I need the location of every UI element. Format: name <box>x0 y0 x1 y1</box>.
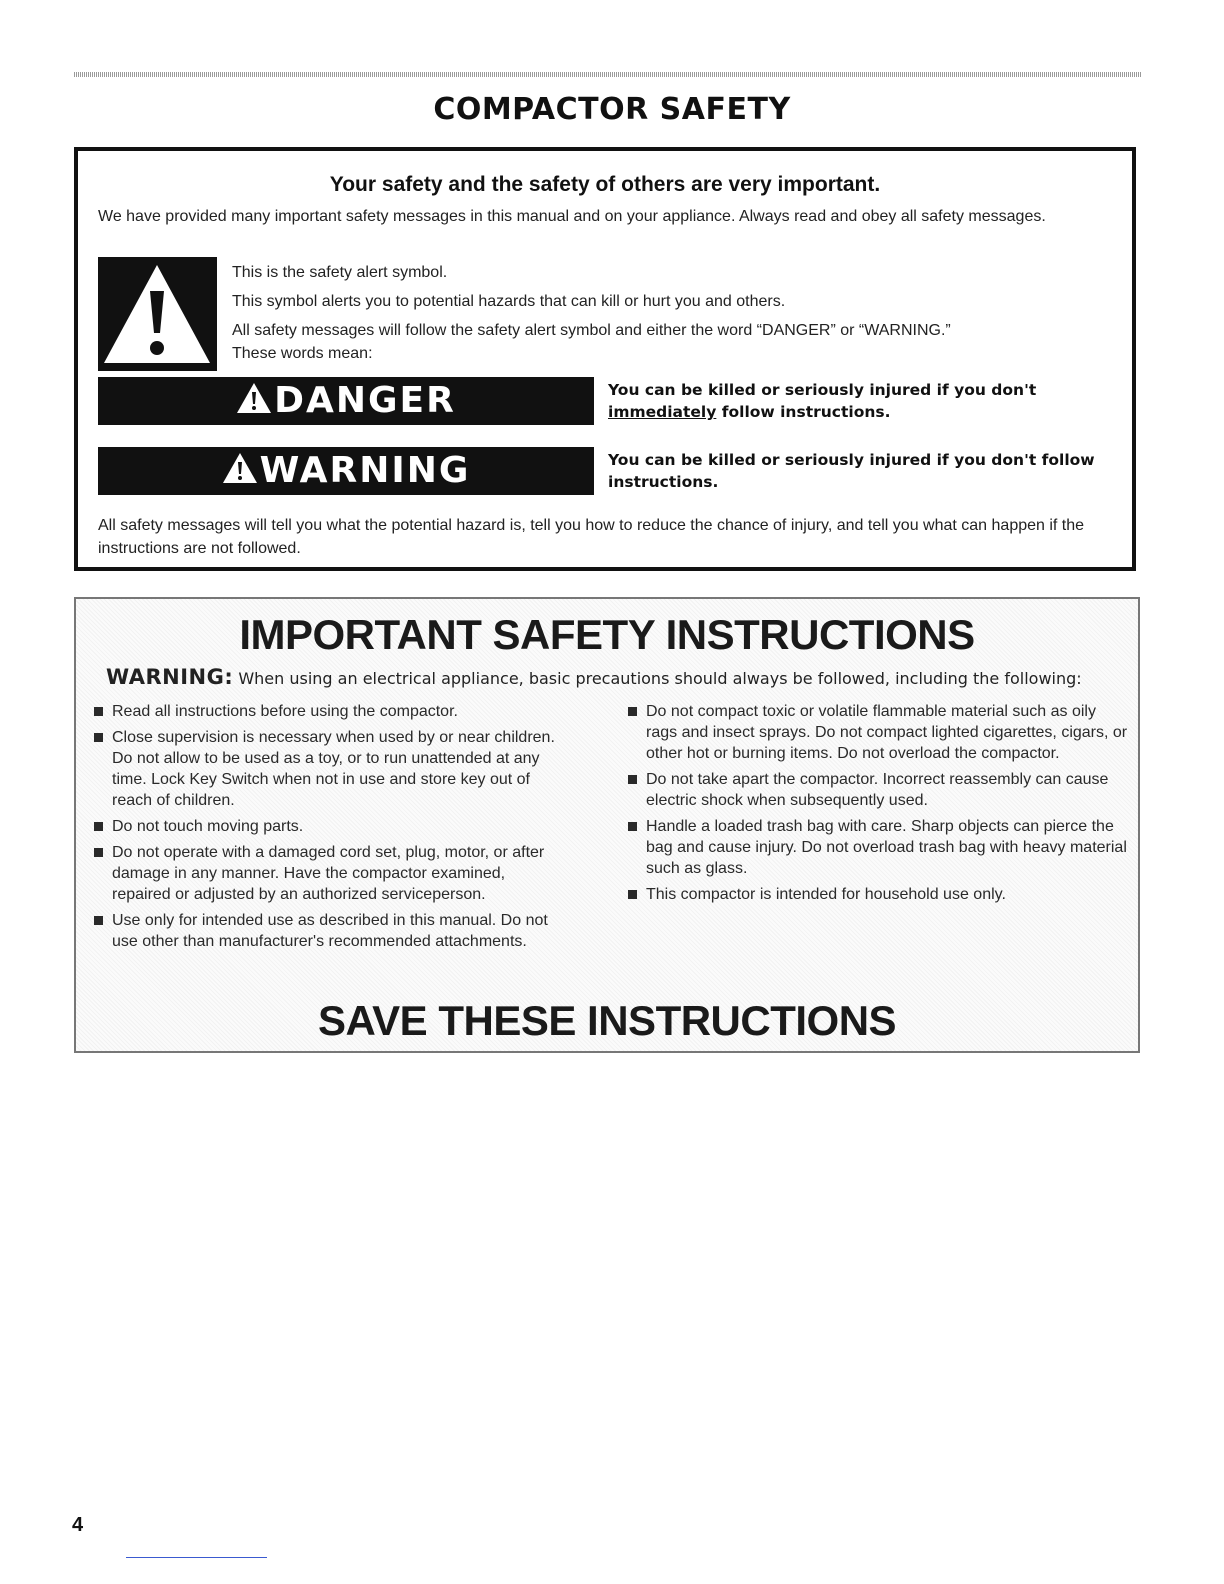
list-item <box>622 884 1130 905</box>
danger-desc-text: You can be killed or seriously injured if you don't <box>608 381 1037 399</box>
alert-line: These words mean: <box>232 345 373 362</box>
list-item <box>622 769 1130 811</box>
list-item <box>88 842 558 905</box>
bullet-icon <box>94 822 103 831</box>
warning-signal-bar <box>98 447 594 495</box>
alert-line: This symbol alerts you to potential hazards that can kill or hurt you and others. <box>232 293 786 310</box>
list-item-text: Do not touch moving parts. <box>112 818 304 835</box>
warning-alert-icon <box>222 452 258 484</box>
section-title: COMPACTOR SAFETY <box>433 92 791 127</box>
footer-link-underline <box>126 1557 267 1558</box>
safety-outro: All safety messages will tell you what the potential hazard is, tell you how to reduce the chance of injury, and tell you what can happen if the instructions are not followed. <box>98 517 1085 557</box>
danger-word: DANGER <box>274 380 456 421</box>
bullet-icon <box>94 916 103 925</box>
instructions-left-column <box>88 701 558 957</box>
list-item <box>88 701 558 722</box>
top-rule <box>74 72 1142 77</box>
safety-heading: Your safety and the safety of others are very important. <box>329 173 881 196</box>
list-item-text: Close supervision is necessary when used by or near children. Do not allow to be used as a toy, or to run unattended at any time. Lock Key Switch when not in use and store key out of reach of children. <box>112 729 555 809</box>
list-item-text: Read all instructions before using the compactor. <box>112 703 458 720</box>
safety-box <box>74 147 1136 571</box>
list-item-text: Use only for intended use as described in this manual. Do not use other than manufacturer's recommended attachments. <box>112 912 548 950</box>
bullet-icon <box>628 707 637 716</box>
warning-label: WARNING: <box>106 665 234 689</box>
save-instructions-title: SAVE THESE INSTRUCTIONS <box>317 997 897 1044</box>
danger-desc-emphasis: immediately <box>608 403 717 421</box>
list-item-text: Handle a loaded trash bag with care. Sharp objects can pierce the bag and cause injury. Do not overload trash bag with heavy material such as glass. <box>646 818 1127 877</box>
warning-text: When using an electrical appliance, basic precautions should always be followed, including the following: <box>233 669 1082 688</box>
safety-intro: We have provided many important safety messages in this manual and on your appliance. Always read and obey all safety messages. <box>98 208 1046 225</box>
list-item <box>88 910 558 952</box>
bullet-icon <box>94 848 103 857</box>
safety-alert-icon <box>98 257 217 371</box>
instructions-box <box>74 597 1140 1053</box>
list-item <box>622 816 1130 879</box>
list-item-text: Do not compact toxic or volatile flammable material such as oily rags and insect sprays. Do not compact lighted cigarettes, cigars, or other hot or burning items. Do not overload the compactor. <box>646 703 1128 762</box>
instructions-right-column <box>622 701 1130 910</box>
alert-line: This is the safety alert symbol. <box>232 264 448 281</box>
list-item <box>88 727 558 811</box>
bullet-icon <box>628 822 637 831</box>
warning-description: You can be killed or seriously injured if you don't follow instructions. <box>608 451 1095 491</box>
danger-signal-bar <box>98 377 594 425</box>
danger-desc-text-end: follow instructions. <box>716 403 891 421</box>
bullet-icon <box>94 733 103 742</box>
alert-line: All safety messages will follow the safety alert symbol and either the word “DANGER” or “WARNING.” <box>232 322 951 339</box>
instructions-title: IMPORTANT SAFETY INSTRUCTIONS <box>239 611 975 658</box>
bullet-icon <box>628 890 637 899</box>
instructions-warning <box>106 665 1082 689</box>
list-item-text: Do not take apart the compactor. Incorrect reassembly can cause electric shock when subsequently used. <box>646 771 1109 809</box>
danger-alert-icon <box>236 382 272 414</box>
list-item <box>88 816 558 837</box>
bullet-icon <box>628 775 637 784</box>
page-number: 4 <box>72 1514 84 1536</box>
bullet-icon <box>94 707 103 716</box>
warning-word: WARNING <box>259 450 471 491</box>
list-item-text: This compactor is intended for household use only. <box>646 886 1006 903</box>
list-item <box>622 701 1130 764</box>
danger-description <box>608 379 1128 423</box>
list-item-text: Do not operate with a damaged cord set, plug, motor, or after damage in any manner. Have the compactor examined, repaired or adjusted by an authorized serviceperson. <box>112 844 545 903</box>
